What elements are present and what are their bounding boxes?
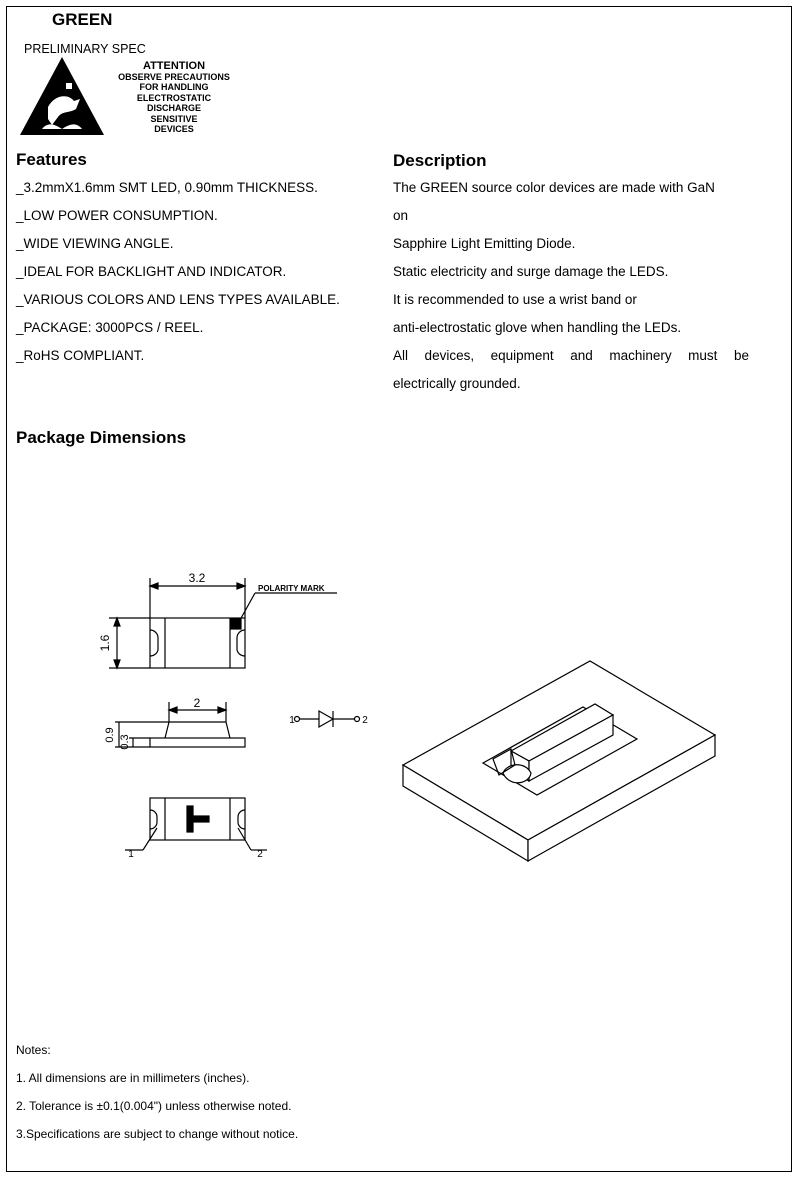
pin-1-label: 1: [128, 849, 134, 860]
description-line: All devices, equipment and machinery must be: [393, 348, 749, 363]
dim-lens-label: 2: [193, 696, 201, 710]
preliminary-spec-label: PRELIMINARY SPEC: [24, 42, 146, 56]
bottom-view: [125, 798, 267, 850]
dim-height-label: 0.9: [104, 727, 116, 743]
package-drawing: [95, 560, 395, 870]
feature-item: _VARIOUS COLORS AND LENS TYPES AVAILABLE.: [16, 292, 340, 307]
note-item: 2. Tolerance is ±0.1(0.004") unless otherwise noted.: [16, 1099, 292, 1113]
diode-symbol-icon: [295, 711, 360, 727]
attention-line: OBSERVE PRECAUTIONS: [118, 71, 230, 82]
product-title: GREEN: [52, 10, 113, 29]
attention-line: DEVICES: [154, 124, 194, 134]
description-line: anti-electrostatic glove when handling the LEDs.: [393, 320, 682, 335]
note-item: 3.Specifications are subject to change without notice.: [16, 1127, 299, 1141]
isometric-led-illustration: [395, 655, 725, 870]
feature-item: _WIDE VIEWING ANGLE.: [16, 236, 174, 251]
feature-item: _3.2mmX1.6mm SMT LED, 0.90mm THICKNESS.: [16, 180, 318, 195]
description-heading: Description: [393, 151, 487, 170]
dim-length-label: 3.2: [188, 571, 206, 585]
esd-warning-icon: [18, 55, 106, 137]
description-line: Static electricity and surge damage the LEDS.: [393, 264, 669, 279]
feature-item: _PACKAGE: 3000PCS / REEL.: [16, 320, 204, 335]
feature-item: _IDEAL FOR BACKLIGHT AND INDICATOR.: [16, 264, 287, 279]
attention-line: FOR HANDLING: [139, 82, 209, 92]
diode-pin-2-label: 2: [362, 715, 368, 726]
description-line: It is recommended to use a wrist band or: [393, 292, 637, 307]
side-view: [115, 702, 245, 750]
description-line: electrically grounded.: [393, 376, 521, 391]
note-item: 1. All dimensions are in millimeters (inches).: [16, 1071, 250, 1085]
attention-notice: [110, 61, 238, 135]
notes-heading: Notes:: [16, 1043, 51, 1057]
package-dimensions-heading: Package Dimensions: [16, 428, 187, 447]
pin-2-label: 2: [257, 849, 263, 860]
feature-item: _RoHS COMPLIANT.: [16, 348, 145, 363]
description-line: The GREEN source color devices are made with GaN: [393, 180, 715, 195]
description-line: Sapphire Light Emitting Diode.: [393, 236, 576, 251]
diode-pin-1-label: 1: [289, 715, 295, 726]
polarity-mark-label: POLARITY MARK: [258, 584, 325, 593]
dim-base-label: 0.3: [119, 734, 131, 750]
attention-line: ELECTROSTATIC: [136, 92, 212, 103]
attention-title: ATTENTION: [142, 60, 206, 72]
attention-line: SENSITIVE: [150, 113, 198, 124]
features-heading: Features: [16, 150, 87, 169]
polarity-mark-square: [231, 619, 241, 629]
feature-item: _LOW POWER CONSUMPTION.: [16, 208, 218, 223]
description-line: on: [393, 208, 409, 223]
dim-width-label: 1.6: [98, 634, 112, 652]
attention-line: DISCHARGE: [146, 103, 201, 113]
